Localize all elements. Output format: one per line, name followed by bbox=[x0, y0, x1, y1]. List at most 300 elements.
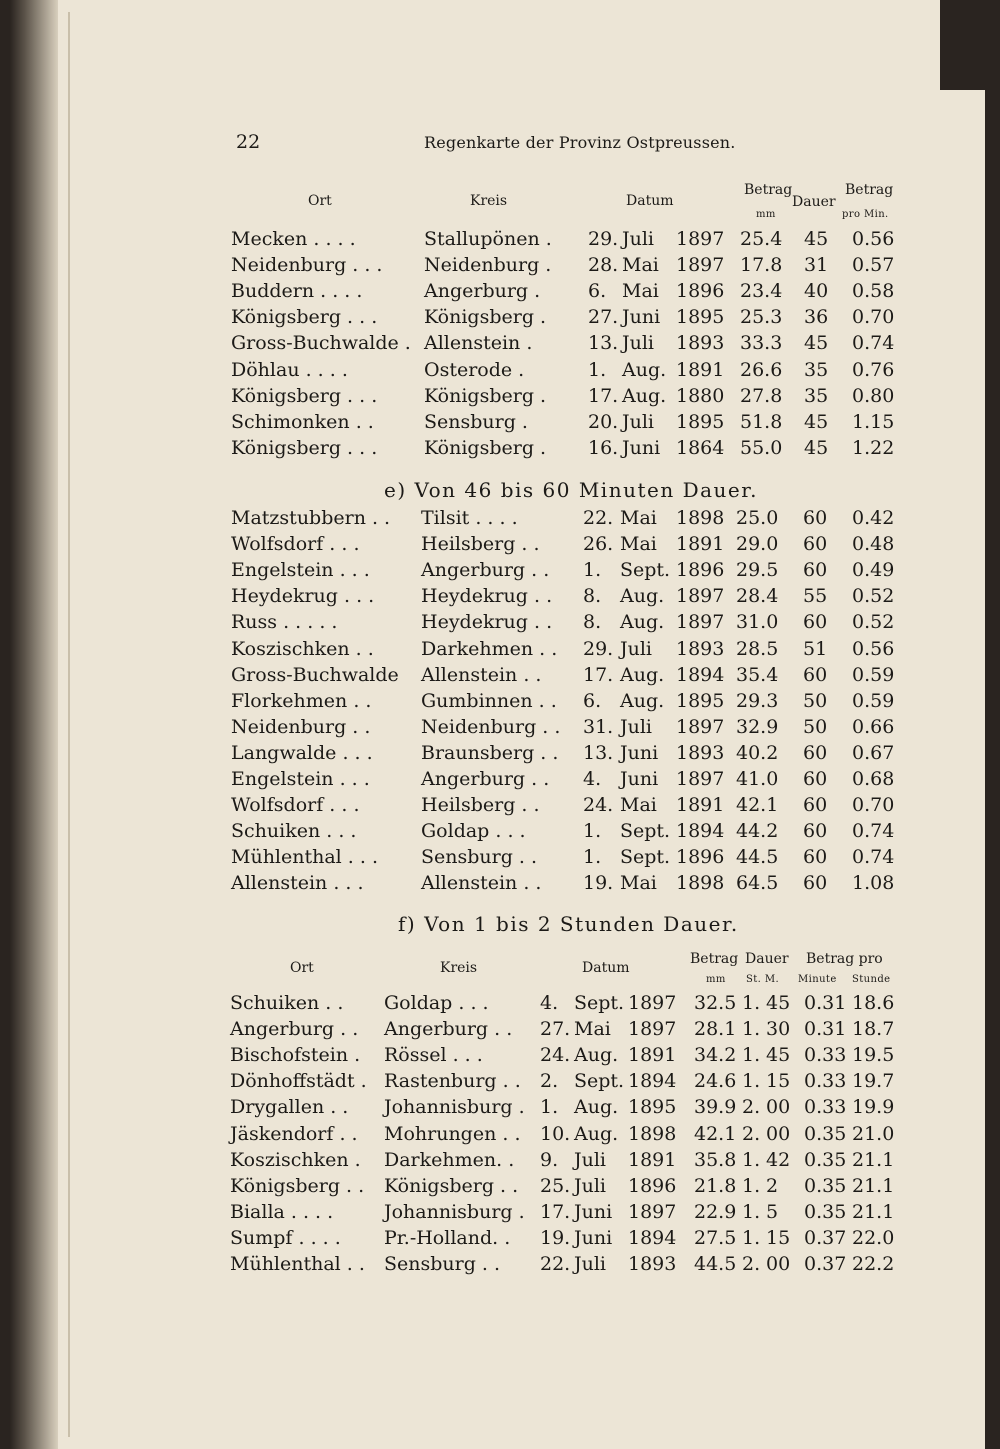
table-row bbox=[0, 820, 1000, 846]
cell-day: 26. bbox=[583, 533, 614, 556]
cell-ort: Dönhoffstädt . bbox=[230, 1070, 367, 1093]
cell-ort: Schuiken . . bbox=[230, 992, 344, 1014]
cell-pro-min: 0.57 bbox=[852, 254, 895, 277]
cell-dauer: 51 bbox=[803, 637, 828, 660]
cell-year: 1893 bbox=[676, 637, 725, 660]
cell-betrag: 28.5 bbox=[736, 637, 779, 660]
cell-kreis: Sensburg . . bbox=[421, 846, 538, 869]
table-row bbox=[0, 992, 1000, 1018]
f-header-datum: Datum bbox=[582, 960, 630, 976]
cell-kreis: Angerburg . . bbox=[421, 559, 550, 582]
cell-kreis: Darkehmen . . bbox=[421, 637, 558, 660]
cell-pro-min: 0.49 bbox=[852, 559, 895, 582]
cell-m: 00 bbox=[766, 1096, 791, 1119]
cell-ort: Allenstein . . . bbox=[231, 872, 364, 895]
cell-month: Aug. bbox=[574, 1096, 619, 1119]
cell-year: 1893 bbox=[628, 1253, 677, 1275]
cell-year: 1894 bbox=[628, 1226, 677, 1249]
table-row bbox=[0, 794, 1000, 820]
cell-dauer: 60 bbox=[803, 741, 828, 764]
cell-stunde: 18.7 bbox=[852, 1018, 895, 1041]
cell-day: 17. bbox=[540, 1200, 571, 1223]
cell-month: Juni bbox=[574, 1226, 613, 1249]
cell-month: Mai bbox=[620, 507, 657, 529]
cell-betrag: 55.0 bbox=[740, 436, 783, 459]
cell-betrag: 26.6 bbox=[740, 358, 783, 381]
cell-kreis: Pr.-Holland. . bbox=[384, 1226, 511, 1249]
header-betrag-unit: mm bbox=[756, 209, 776, 220]
cell-day: 17. bbox=[583, 663, 614, 686]
cell-month: Juni bbox=[622, 436, 661, 459]
cell-kreis: Stallupönen . bbox=[424, 228, 552, 250]
cell-betrag: 24.6 bbox=[694, 1070, 737, 1093]
cell-year: 1897 bbox=[676, 611, 725, 634]
cell-kreis: Angerburg . . bbox=[384, 1018, 513, 1041]
cell-betrag: 35.8 bbox=[694, 1148, 737, 1171]
cell-ort: Florkehmen . . bbox=[231, 689, 372, 712]
cell-dauer: 60 bbox=[803, 559, 828, 582]
cell-stunde: 21.1 bbox=[852, 1174, 895, 1197]
table-row bbox=[0, 1149, 1000, 1175]
cell-day: 29. bbox=[588, 228, 619, 250]
cell-day: 1. bbox=[540, 1096, 559, 1119]
cell-kreis: Sensburg . . bbox=[384, 1253, 501, 1275]
cell-month: Juli bbox=[574, 1148, 607, 1171]
cell-minute: 0.31 bbox=[804, 1018, 847, 1041]
header-betrag2: Betrag bbox=[845, 182, 894, 198]
cell-year: 1897 bbox=[628, 1018, 677, 1041]
cell-betrag: 44.5 bbox=[736, 846, 779, 869]
cell-dauer: 45 bbox=[804, 410, 829, 433]
cell-dauer: 45 bbox=[804, 332, 829, 355]
cell-m: 30 bbox=[766, 1018, 791, 1041]
cell-day: 20. bbox=[588, 410, 619, 433]
cell-pro-min: 0.80 bbox=[852, 384, 895, 407]
cell-ort: Mecken . . . . bbox=[231, 228, 356, 250]
cell-day: 1. bbox=[583, 820, 602, 843]
cell-month: Aug. bbox=[620, 585, 665, 608]
cell-betrag: 31.0 bbox=[736, 611, 779, 634]
cell-kreis: Königsberg . . bbox=[384, 1174, 519, 1197]
cell-day: 9. bbox=[540, 1148, 559, 1171]
cell-day: 2. bbox=[540, 1070, 559, 1093]
cell-day: 17. bbox=[588, 384, 619, 407]
cell-betrag: 28.4 bbox=[736, 585, 779, 608]
cell-day: 13. bbox=[583, 741, 614, 764]
cell-kreis: Rössel . . . bbox=[384, 1044, 483, 1067]
cell-betrag: 40.2 bbox=[736, 741, 779, 764]
cell-year: 1897 bbox=[676, 715, 725, 738]
cell-kreis: Johannisburg . bbox=[384, 1200, 525, 1223]
cell-dauer: 60 bbox=[803, 794, 828, 817]
cell-betrag: 27.8 bbox=[740, 384, 783, 407]
table-row bbox=[0, 611, 1000, 637]
cell-betrag: 51.8 bbox=[740, 410, 783, 433]
cell-ort: Mühlenthal . . bbox=[230, 1253, 365, 1275]
cell-month: Aug. bbox=[622, 384, 667, 407]
cell-ort: Russ . . . . . bbox=[231, 611, 338, 634]
cell-day: 1. bbox=[583, 559, 602, 582]
cell-minute: 0.37 bbox=[804, 1226, 847, 1249]
page-corner-edge bbox=[940, 0, 985, 90]
header-ort: Ort bbox=[308, 193, 332, 209]
cell-month: Sept. bbox=[574, 992, 625, 1014]
cell-st: 1. bbox=[742, 1200, 761, 1223]
cell-ort: Heydekrug . . . bbox=[231, 585, 375, 608]
cell-st: 2. bbox=[742, 1122, 761, 1145]
cell-month: Sept. bbox=[574, 1070, 625, 1093]
table-row bbox=[0, 411, 1000, 437]
cell-stunde: 22.2 bbox=[852, 1253, 895, 1275]
table-row bbox=[0, 768, 1000, 794]
cell-m: 42 bbox=[766, 1148, 791, 1171]
f-header-minute: Minute bbox=[798, 974, 837, 985]
cell-month: Aug. bbox=[574, 1122, 619, 1145]
cell-month: Aug. bbox=[620, 689, 665, 712]
cell-day: 4. bbox=[540, 992, 559, 1014]
cell-betrag: 44.5 bbox=[694, 1253, 737, 1275]
cell-st: 1. bbox=[742, 1226, 761, 1249]
table-row bbox=[0, 1018, 1000, 1044]
cell-month: Juli bbox=[622, 228, 655, 250]
cell-kreis: Mohrungen . . bbox=[384, 1122, 521, 1145]
cell-kreis: Königsberg . bbox=[424, 436, 547, 459]
cell-year: 1897 bbox=[676, 228, 725, 250]
cell-day: 19. bbox=[583, 872, 614, 895]
cell-month: Mai bbox=[620, 872, 657, 895]
cell-ort: Gross-Buchwalde . bbox=[231, 332, 411, 355]
cell-pro-min: 1.22 bbox=[852, 436, 895, 459]
cell-dauer: 45 bbox=[804, 228, 829, 250]
cell-year: 1897 bbox=[628, 992, 677, 1014]
header-betrag: Betrag bbox=[744, 182, 793, 198]
cell-pro-min: 0.70 bbox=[852, 794, 895, 817]
cell-year: 1893 bbox=[676, 332, 725, 355]
table-row bbox=[0, 533, 1000, 559]
cell-st: 2. bbox=[742, 1096, 761, 1119]
cell-ort: Königsberg . . bbox=[230, 1174, 365, 1197]
cell-stunde: 19.5 bbox=[852, 1044, 895, 1067]
cell-ort: Schimonken . . bbox=[231, 410, 374, 433]
cell-month: Juli bbox=[622, 410, 655, 433]
header-kreis: Kreis bbox=[470, 193, 508, 209]
cell-kreis: Neidenburg . . bbox=[421, 715, 561, 738]
cell-st: 1. bbox=[742, 992, 761, 1014]
cell-betrag: 25.0 bbox=[736, 507, 779, 529]
cell-month: Juni bbox=[620, 768, 659, 790]
cell-month: Aug. bbox=[574, 1044, 619, 1067]
cell-kreis: Heydekrug . . bbox=[421, 611, 553, 634]
header-datum: Datum bbox=[626, 193, 674, 209]
cell-kreis: Darkehmen. . bbox=[384, 1148, 515, 1171]
page-number: 22 bbox=[236, 131, 261, 153]
cell-dauer: 36 bbox=[804, 306, 829, 329]
cell-ort: Engelstein . . . bbox=[231, 559, 370, 582]
cell-day: 10. bbox=[540, 1122, 571, 1145]
cell-betrag: 32.9 bbox=[736, 715, 779, 738]
cell-pro-min: 0.42 bbox=[852, 507, 895, 529]
cell-day: 27. bbox=[540, 1018, 571, 1041]
cell-year: 1896 bbox=[676, 846, 725, 869]
f-header-dauer-unit: St. M. bbox=[746, 974, 780, 985]
cell-betrag: 29.3 bbox=[736, 689, 779, 712]
cell-dauer: 60 bbox=[803, 872, 828, 895]
cell-day: 13. bbox=[588, 332, 619, 355]
cell-dauer: 35 bbox=[804, 358, 829, 381]
cell-st: 1. bbox=[742, 1070, 761, 1093]
cell-year: 1898 bbox=[628, 1122, 677, 1145]
cell-day: 28. bbox=[588, 254, 619, 277]
table-row bbox=[0, 638, 1000, 664]
table-row bbox=[0, 228, 1000, 254]
cell-month: Mai bbox=[620, 794, 657, 817]
cell-betrag: 28.1 bbox=[694, 1018, 737, 1041]
cell-year: 1896 bbox=[628, 1174, 677, 1197]
cell-st: 1. bbox=[742, 1148, 761, 1171]
table-row bbox=[0, 742, 1000, 768]
f-header-betrag-pro: Betrag pro bbox=[806, 951, 883, 967]
cell-stunde: 19.9 bbox=[852, 1096, 895, 1119]
cell-minute: 0.35 bbox=[804, 1148, 847, 1171]
cell-month: Aug. bbox=[620, 611, 665, 634]
cell-ort: Neidenburg . . . bbox=[231, 254, 383, 277]
cell-day: 31. bbox=[583, 715, 614, 738]
cell-m: 2 bbox=[766, 1174, 779, 1197]
cell-pro-min: 0.48 bbox=[852, 533, 895, 556]
cell-betrag: 44.2 bbox=[736, 820, 779, 843]
cell-kreis: Königsberg . bbox=[424, 384, 547, 407]
cell-pro-min: 0.59 bbox=[852, 689, 895, 712]
cell-kreis: Allenstein . bbox=[424, 332, 533, 355]
table-row bbox=[0, 306, 1000, 332]
cell-ort: Engelstein . . . bbox=[231, 768, 370, 790]
cell-day: 24. bbox=[583, 794, 614, 817]
cell-dauer: 60 bbox=[803, 507, 828, 529]
f-header-betrag: Betrag bbox=[690, 951, 739, 967]
cell-ort: Königsberg . . . bbox=[231, 306, 378, 329]
cell-dauer: 60 bbox=[803, 820, 828, 843]
cell-pro-min: 0.67 bbox=[852, 741, 895, 764]
cell-month: Aug. bbox=[620, 663, 665, 686]
cell-year: 1898 bbox=[676, 872, 725, 895]
cell-stunde: 19.7 bbox=[852, 1070, 895, 1093]
cell-betrag: 25.4 bbox=[740, 228, 783, 250]
cell-kreis: Goldap . . . bbox=[421, 820, 526, 843]
cell-ort: Koszischken . bbox=[230, 1148, 361, 1171]
cell-year: 1894 bbox=[676, 820, 725, 843]
f-header-kreis: Kreis bbox=[440, 960, 478, 976]
cell-kreis: Sensburg . bbox=[424, 410, 528, 433]
cell-minute: 0.33 bbox=[804, 1070, 847, 1093]
cell-ort: Mühlenthal . . . bbox=[231, 846, 378, 869]
cell-year: 1895 bbox=[676, 410, 725, 433]
table-row bbox=[0, 664, 1000, 690]
f-header-dauer: Dauer bbox=[745, 951, 789, 967]
cell-year: 1896 bbox=[676, 559, 725, 582]
cell-pro-min: 0.58 bbox=[852, 280, 895, 303]
cell-kreis: Osterode . bbox=[424, 358, 525, 381]
cell-day: 27. bbox=[588, 306, 619, 329]
cell-year: 1864 bbox=[676, 436, 725, 459]
cell-year: 1897 bbox=[628, 1200, 677, 1223]
cell-ort: Koszischken . . bbox=[231, 637, 374, 660]
cell-pro-min: 0.52 bbox=[852, 585, 895, 608]
cell-pro-min: 0.59 bbox=[852, 663, 895, 686]
cell-minute: 0.33 bbox=[804, 1096, 847, 1119]
cell-m: 15 bbox=[766, 1226, 791, 1249]
cell-stunde: 21.1 bbox=[852, 1148, 895, 1171]
cell-day: 8. bbox=[583, 585, 602, 608]
cell-betrag: 34.2 bbox=[694, 1044, 737, 1067]
cell-year: 1895 bbox=[676, 306, 725, 329]
cell-m: 5 bbox=[766, 1200, 779, 1223]
cell-dauer: 45 bbox=[804, 436, 829, 459]
cell-pro-min: 1.15 bbox=[852, 410, 895, 433]
cell-day: 16. bbox=[588, 436, 619, 459]
cell-day: 1. bbox=[583, 846, 602, 869]
table-row bbox=[0, 585, 1000, 611]
cell-st: 1. bbox=[742, 1044, 761, 1067]
section-f-title: f) Von 1 bis 2 Stunden Dauer. bbox=[398, 912, 739, 936]
cell-year: 1891 bbox=[676, 533, 725, 556]
cell-ort: Bialla . . . . bbox=[230, 1200, 334, 1223]
cell-ort: Sumpf . . . . bbox=[230, 1226, 341, 1249]
cell-day: 22. bbox=[540, 1253, 571, 1275]
cell-kreis: Heilsberg . . bbox=[421, 794, 540, 817]
table-row bbox=[0, 385, 1000, 411]
table-row bbox=[0, 507, 1000, 533]
cell-year: 1880 bbox=[676, 384, 725, 407]
f-header-betrag-unit: mm bbox=[706, 974, 726, 985]
cell-betrag: 33.3 bbox=[740, 332, 783, 355]
cell-ort: Drygallen . . bbox=[230, 1096, 349, 1119]
cell-month: Juni bbox=[574, 1200, 613, 1223]
table-row bbox=[0, 1096, 1000, 1122]
cell-dauer: 60 bbox=[803, 768, 828, 790]
cell-betrag: 29.0 bbox=[736, 533, 779, 556]
cell-year: 1897 bbox=[676, 254, 725, 277]
cell-kreis: Goldap . . . bbox=[384, 992, 489, 1014]
cell-kreis: Angerburg . bbox=[424, 280, 541, 303]
table-row bbox=[0, 280, 1000, 306]
cell-year: 1894 bbox=[628, 1070, 677, 1093]
table-row bbox=[0, 332, 1000, 358]
cell-betrag: 25.3 bbox=[740, 306, 783, 329]
cell-year: 1891 bbox=[628, 1044, 677, 1067]
cell-ort: Angerburg . . bbox=[230, 1018, 359, 1041]
cell-dauer: 35 bbox=[804, 384, 829, 407]
cell-ort: Neidenburg . . bbox=[231, 715, 371, 738]
cell-year: 1898 bbox=[676, 507, 725, 529]
cell-betrag: 35.4 bbox=[736, 663, 779, 686]
cell-m: 00 bbox=[766, 1253, 791, 1275]
cell-pro-min: 0.74 bbox=[852, 820, 895, 843]
cell-month: Aug. bbox=[622, 358, 667, 381]
cell-day: 6. bbox=[588, 280, 607, 303]
cell-day: 1. bbox=[588, 358, 607, 381]
cell-day: 19. bbox=[540, 1226, 571, 1249]
cell-month: Sept. bbox=[620, 559, 671, 582]
cell-kreis: Heydekrug . . bbox=[421, 585, 553, 608]
cell-stunde: 21.0 bbox=[852, 1122, 895, 1145]
cell-year: 1891 bbox=[676, 794, 725, 817]
cell-ort: Jäskendorf . . bbox=[230, 1122, 358, 1145]
running-head: Regenkarte der Provinz Ostpreussen. bbox=[424, 133, 736, 152]
cell-betrag: 17.8 bbox=[740, 254, 783, 277]
cell-stunde: 22.0 bbox=[852, 1226, 895, 1249]
cell-month: Juni bbox=[622, 306, 661, 329]
cell-ort: Buddern . . . . bbox=[231, 280, 363, 303]
cell-stunde: 18.6 bbox=[852, 992, 895, 1014]
table-row bbox=[0, 359, 1000, 385]
cell-pro-min: 0.56 bbox=[852, 637, 895, 660]
cell-day: 4. bbox=[583, 768, 602, 790]
table-row bbox=[0, 254, 1000, 280]
cell-ort: Döhlau . . . . bbox=[231, 358, 348, 381]
table-row bbox=[0, 559, 1000, 585]
cell-m: 45 bbox=[766, 992, 791, 1014]
cell-kreis: Tilsit . . . . bbox=[421, 507, 518, 529]
cell-betrag: 27.5 bbox=[694, 1226, 737, 1249]
cell-year: 1896 bbox=[676, 280, 725, 303]
cell-betrag: 42.1 bbox=[736, 794, 779, 817]
table-row bbox=[0, 1123, 1000, 1149]
cell-kreis: Heilsberg . . bbox=[421, 533, 540, 556]
cell-betrag: 23.4 bbox=[740, 280, 783, 303]
cell-day: 29. bbox=[583, 637, 614, 660]
cell-dauer: 55 bbox=[803, 585, 828, 608]
cell-year: 1891 bbox=[676, 358, 725, 381]
cell-year: 1895 bbox=[628, 1096, 677, 1119]
cell-minute: 0.35 bbox=[804, 1200, 847, 1223]
table-row bbox=[0, 1070, 1000, 1096]
cell-pro-min: 0.70 bbox=[852, 306, 895, 329]
cell-dauer: 50 bbox=[803, 689, 828, 712]
cell-pro-min: 0.56 bbox=[852, 228, 895, 250]
cell-month: Juli bbox=[620, 715, 653, 738]
cell-m: 15 bbox=[766, 1070, 791, 1093]
cell-year: 1893 bbox=[676, 741, 725, 764]
cell-kreis: Königsberg . bbox=[424, 306, 547, 329]
cell-pro-min: 0.52 bbox=[852, 611, 895, 634]
cell-day: 8. bbox=[583, 611, 602, 634]
header-betrag2-unit: pro Min. bbox=[842, 209, 889, 220]
cell-ort: Gross-Buchwalde bbox=[231, 663, 399, 686]
cell-st: 1. bbox=[742, 1018, 761, 1041]
cell-pro-min: 0.68 bbox=[852, 768, 895, 790]
cell-kreis: Neidenburg . bbox=[424, 254, 552, 277]
table-row bbox=[0, 1253, 1000, 1279]
cell-year: 1895 bbox=[676, 689, 725, 712]
cell-dauer: 50 bbox=[803, 715, 828, 738]
table-row bbox=[0, 690, 1000, 716]
cell-m: 00 bbox=[766, 1122, 791, 1145]
cell-kreis: Rastenburg . . bbox=[384, 1070, 521, 1093]
cell-betrag: 29.5 bbox=[736, 559, 779, 582]
cell-dauer: 60 bbox=[803, 663, 828, 686]
cell-ort: Königsberg . . . bbox=[231, 436, 378, 459]
cell-kreis: Johannisburg . bbox=[384, 1096, 525, 1119]
f-header-stunde: Stunde bbox=[852, 974, 891, 985]
cell-ort: Bischofstein . bbox=[230, 1044, 361, 1067]
cell-ort: Wolfsdorf . . . bbox=[231, 533, 360, 556]
cell-month: Mai bbox=[620, 533, 657, 556]
cell-ort: Schuiken . . . bbox=[231, 820, 357, 843]
table-row bbox=[0, 1201, 1000, 1227]
cell-minute: 0.33 bbox=[804, 1044, 847, 1067]
cell-m: 45 bbox=[766, 1044, 791, 1067]
cell-st: 2. bbox=[742, 1253, 761, 1275]
